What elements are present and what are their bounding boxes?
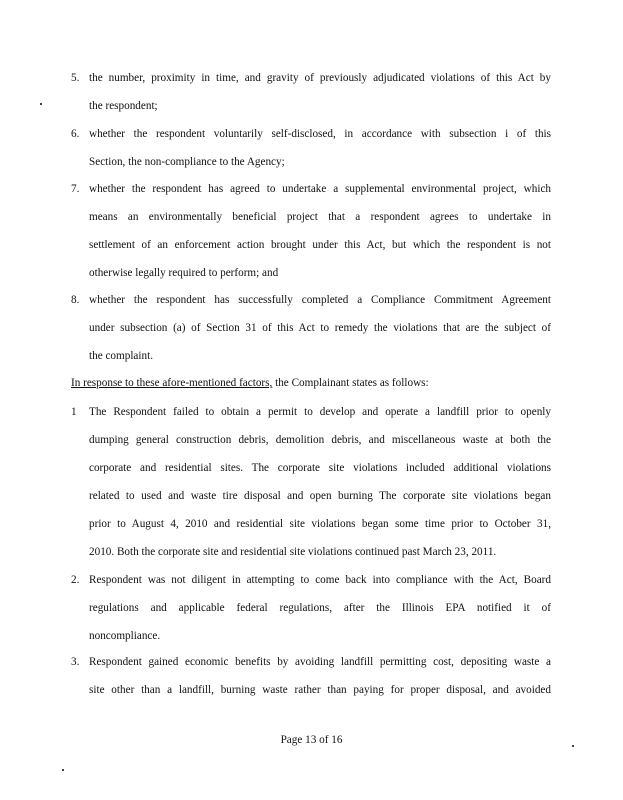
response-item-number: 3. [71, 656, 80, 668]
list-item-line: otherwise legally required to perform; and [89, 267, 279, 279]
list-item-number: 8. [71, 294, 80, 306]
scan-speck [62, 769, 64, 771]
list-item-line: the respondent; [89, 100, 158, 112]
list-item-line: means an environmentally beneficial project that a respondent agrees to undertake in [89, 211, 551, 223]
list-item-line: settlement of an enforcement action brought under this Act, but which the respondent is not [89, 239, 551, 251]
response-item-number: 2. [71, 574, 80, 586]
response-item-number: 1 [71, 406, 77, 418]
response-item-line: Respondent gained economic benefits by avoiding landfill permitting cost, depositing waste a [89, 656, 551, 668]
response-item-line: dumping general construction debris, demolition debris, and miscellaneous waste at both the [89, 434, 551, 446]
list-item-line: Section, the non-compliance to the Agency; [89, 156, 285, 168]
response-item-line: corporate and residential sites. The corporate site violations included additional violations [89, 462, 551, 474]
response-item-line: regulations and applicable federal regulations, after the Illinois EPA notified it of [89, 602, 551, 614]
list-item-line: under subsection (a) of Section 31 of this Act to remedy the violations that are the subject of [89, 322, 551, 334]
heading-underlined-text: In response to these afore-mentioned factors, [71, 377, 273, 389]
section-heading [71, 377, 429, 389]
list-item-number: 6. [71, 128, 80, 140]
heading-text: the Complainant states as follows: [272, 377, 429, 389]
response-item-line: Respondent was not diligent in attempting to come back into compliance with the Act, Board [89, 574, 551, 586]
response-item-line: related to used and waste tire disposal and open burning The corporate site violations began [89, 490, 551, 502]
response-item-line: site other than a landfill, burning waste rather than paying for proper disposal, and avoided [89, 684, 551, 696]
list-item-number: 5. [71, 72, 80, 84]
page-number: Page 13 of 16 [280, 734, 343, 746]
list-item-number: 7. [71, 183, 80, 195]
list-item-line: the complaint. [89, 350, 154, 362]
list-item-line: whether the respondent has successfully completed a Compliance Commitment Agreement [89, 294, 551, 306]
response-item-line: noncompliance. [89, 630, 161, 642]
response-item-line: prior to August 4, 2010 and residential site violations began some time prior to October 31, [89, 518, 551, 530]
response-item-line: 2010. Both the corporate site and residential site violations continued past March 23, 2011. [89, 546, 497, 558]
response-item-line: The Respondent failed to obtain a permit to develop and operate a landfill prior to openly [89, 406, 551, 418]
list-item-line: the number, proximity in time, and gravity of previously adjudicated violations of this Act by [89, 72, 551, 84]
list-item-line: whether the respondent voluntarily self-disclosed, in accordance with subsection i of this [89, 128, 551, 140]
scan-speck [40, 103, 42, 105]
list-item-line: whether the respondent has agreed to undertake a supplemental environmental project, which [89, 183, 551, 195]
scan-speck [572, 745, 574, 747]
